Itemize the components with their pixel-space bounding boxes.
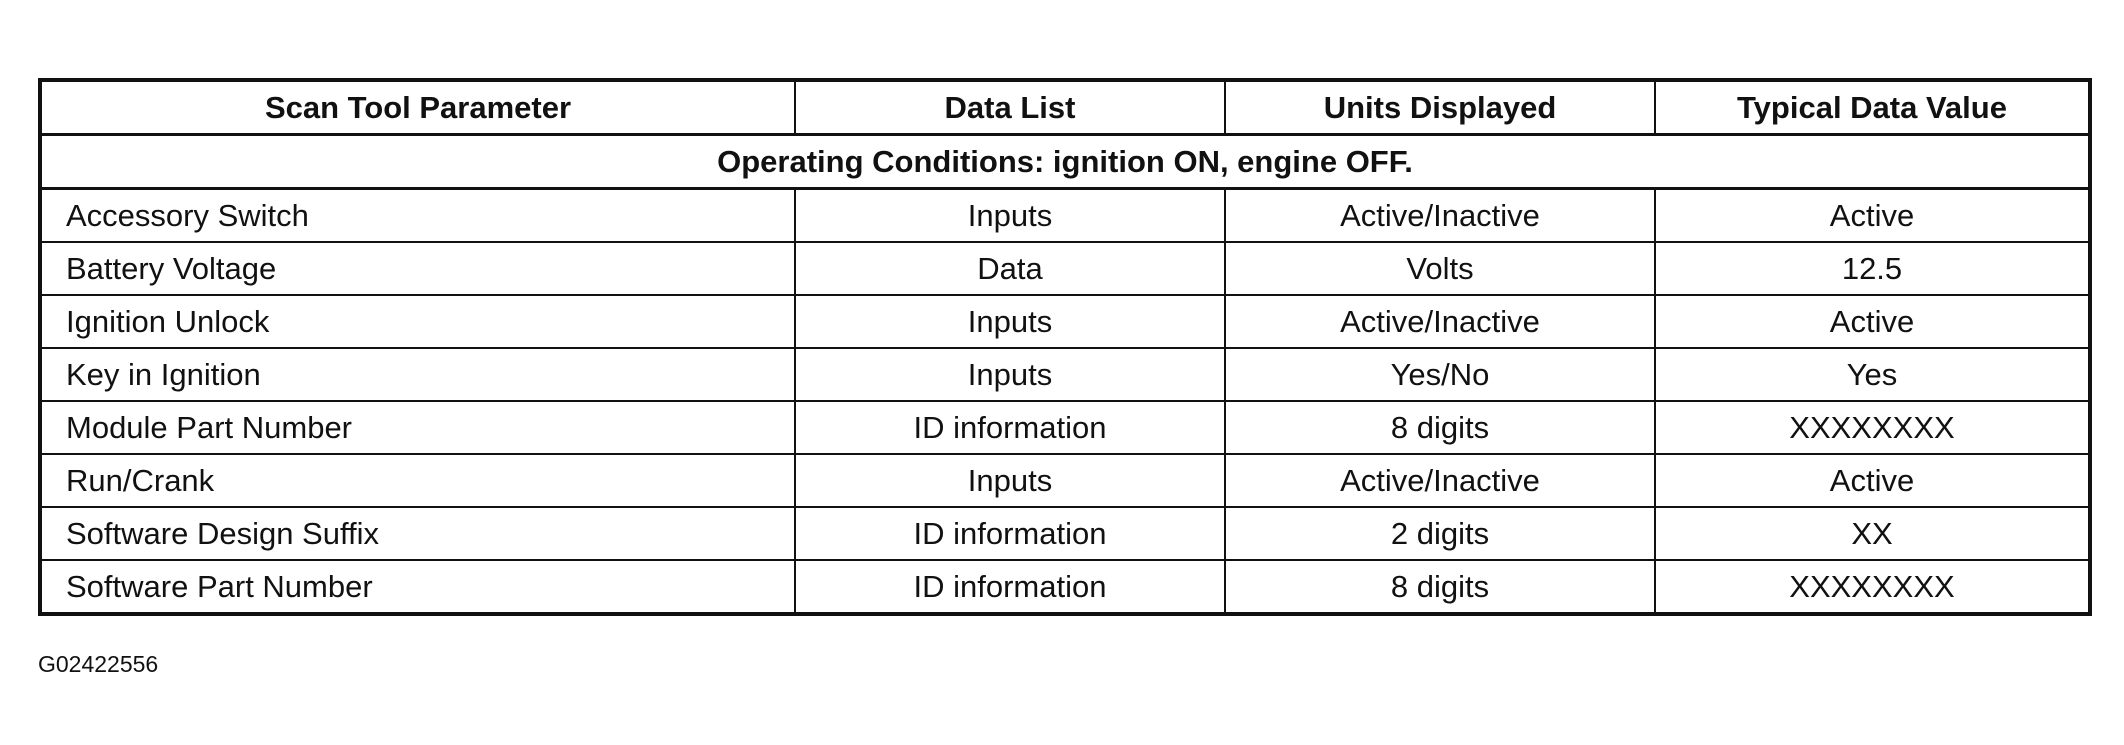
table-row — [40, 348, 2090, 401]
operating-conditions-row — [40, 135, 2090, 189]
parameter-cell: Key in Ignition — [40, 348, 795, 401]
data-list-cell: Data — [795, 242, 1225, 295]
data-list-cell: Inputs — [795, 454, 1225, 507]
units-cell: 8 digits — [1225, 560, 1655, 614]
parameter-cell: Software Part Number — [40, 560, 795, 614]
parameter-cell: Run/Crank — [40, 454, 795, 507]
parameter-cell: Battery Voltage — [40, 242, 795, 295]
table-row — [40, 189, 2090, 243]
data-list-cell: ID information — [795, 401, 1225, 454]
units-cell: 8 digits — [1225, 401, 1655, 454]
units-cell: Volts — [1225, 242, 1655, 295]
data-list-cell: Inputs — [795, 295, 1225, 348]
header-units-displayed: Units Displayed — [1225, 80, 1655, 135]
parameter-cell: Module Part Number — [40, 401, 795, 454]
header-scan-tool-parameter: Scan Tool Parameter — [40, 80, 795, 135]
parameter-cell: Software Design Suffix — [40, 507, 795, 560]
operating-conditions: Operating Conditions: ignition ON, engine OFF. — [40, 135, 2090, 189]
table-row — [40, 560, 2090, 614]
typical-value-cell: Yes — [1655, 348, 2090, 401]
parameter-cell: Ignition Unlock — [40, 295, 795, 348]
table-row — [40, 454, 2090, 507]
typical-value-cell: 12.5 — [1655, 242, 2090, 295]
header-row — [40, 80, 2090, 135]
units-cell: Active/Inactive — [1225, 454, 1655, 507]
typical-value-cell: XXXXXXXX — [1655, 560, 2090, 614]
typical-value-cell: XXXXXXXX — [1655, 401, 2090, 454]
table-row — [40, 295, 2090, 348]
data-list-cell: Inputs — [795, 189, 1225, 243]
header-data-list: Data List — [795, 80, 1225, 135]
data-list-cell: ID information — [795, 560, 1225, 614]
typical-value-cell: XX — [1655, 507, 2090, 560]
header-typical-data-value: Typical Data Value — [1655, 80, 2090, 135]
scan-tool-data-table — [38, 78, 2092, 616]
data-list-cell: ID information — [795, 507, 1225, 560]
units-cell: 2 digits — [1225, 507, 1655, 560]
table-row — [40, 401, 2090, 454]
typical-value-cell: Active — [1655, 295, 2090, 348]
parameter-cell: Accessory Switch — [40, 189, 795, 243]
typical-value-cell: Active — [1655, 189, 2090, 243]
data-list-cell: Inputs — [795, 348, 1225, 401]
table-row — [40, 507, 2090, 560]
units-cell: Active/Inactive — [1225, 189, 1655, 243]
table-row — [40, 242, 2090, 295]
units-cell: Active/Inactive — [1225, 295, 1655, 348]
figure-id-label: G02422556 — [38, 651, 159, 677]
typical-value-cell: Active — [1655, 454, 2090, 507]
units-cell: Yes/No — [1225, 348, 1655, 401]
